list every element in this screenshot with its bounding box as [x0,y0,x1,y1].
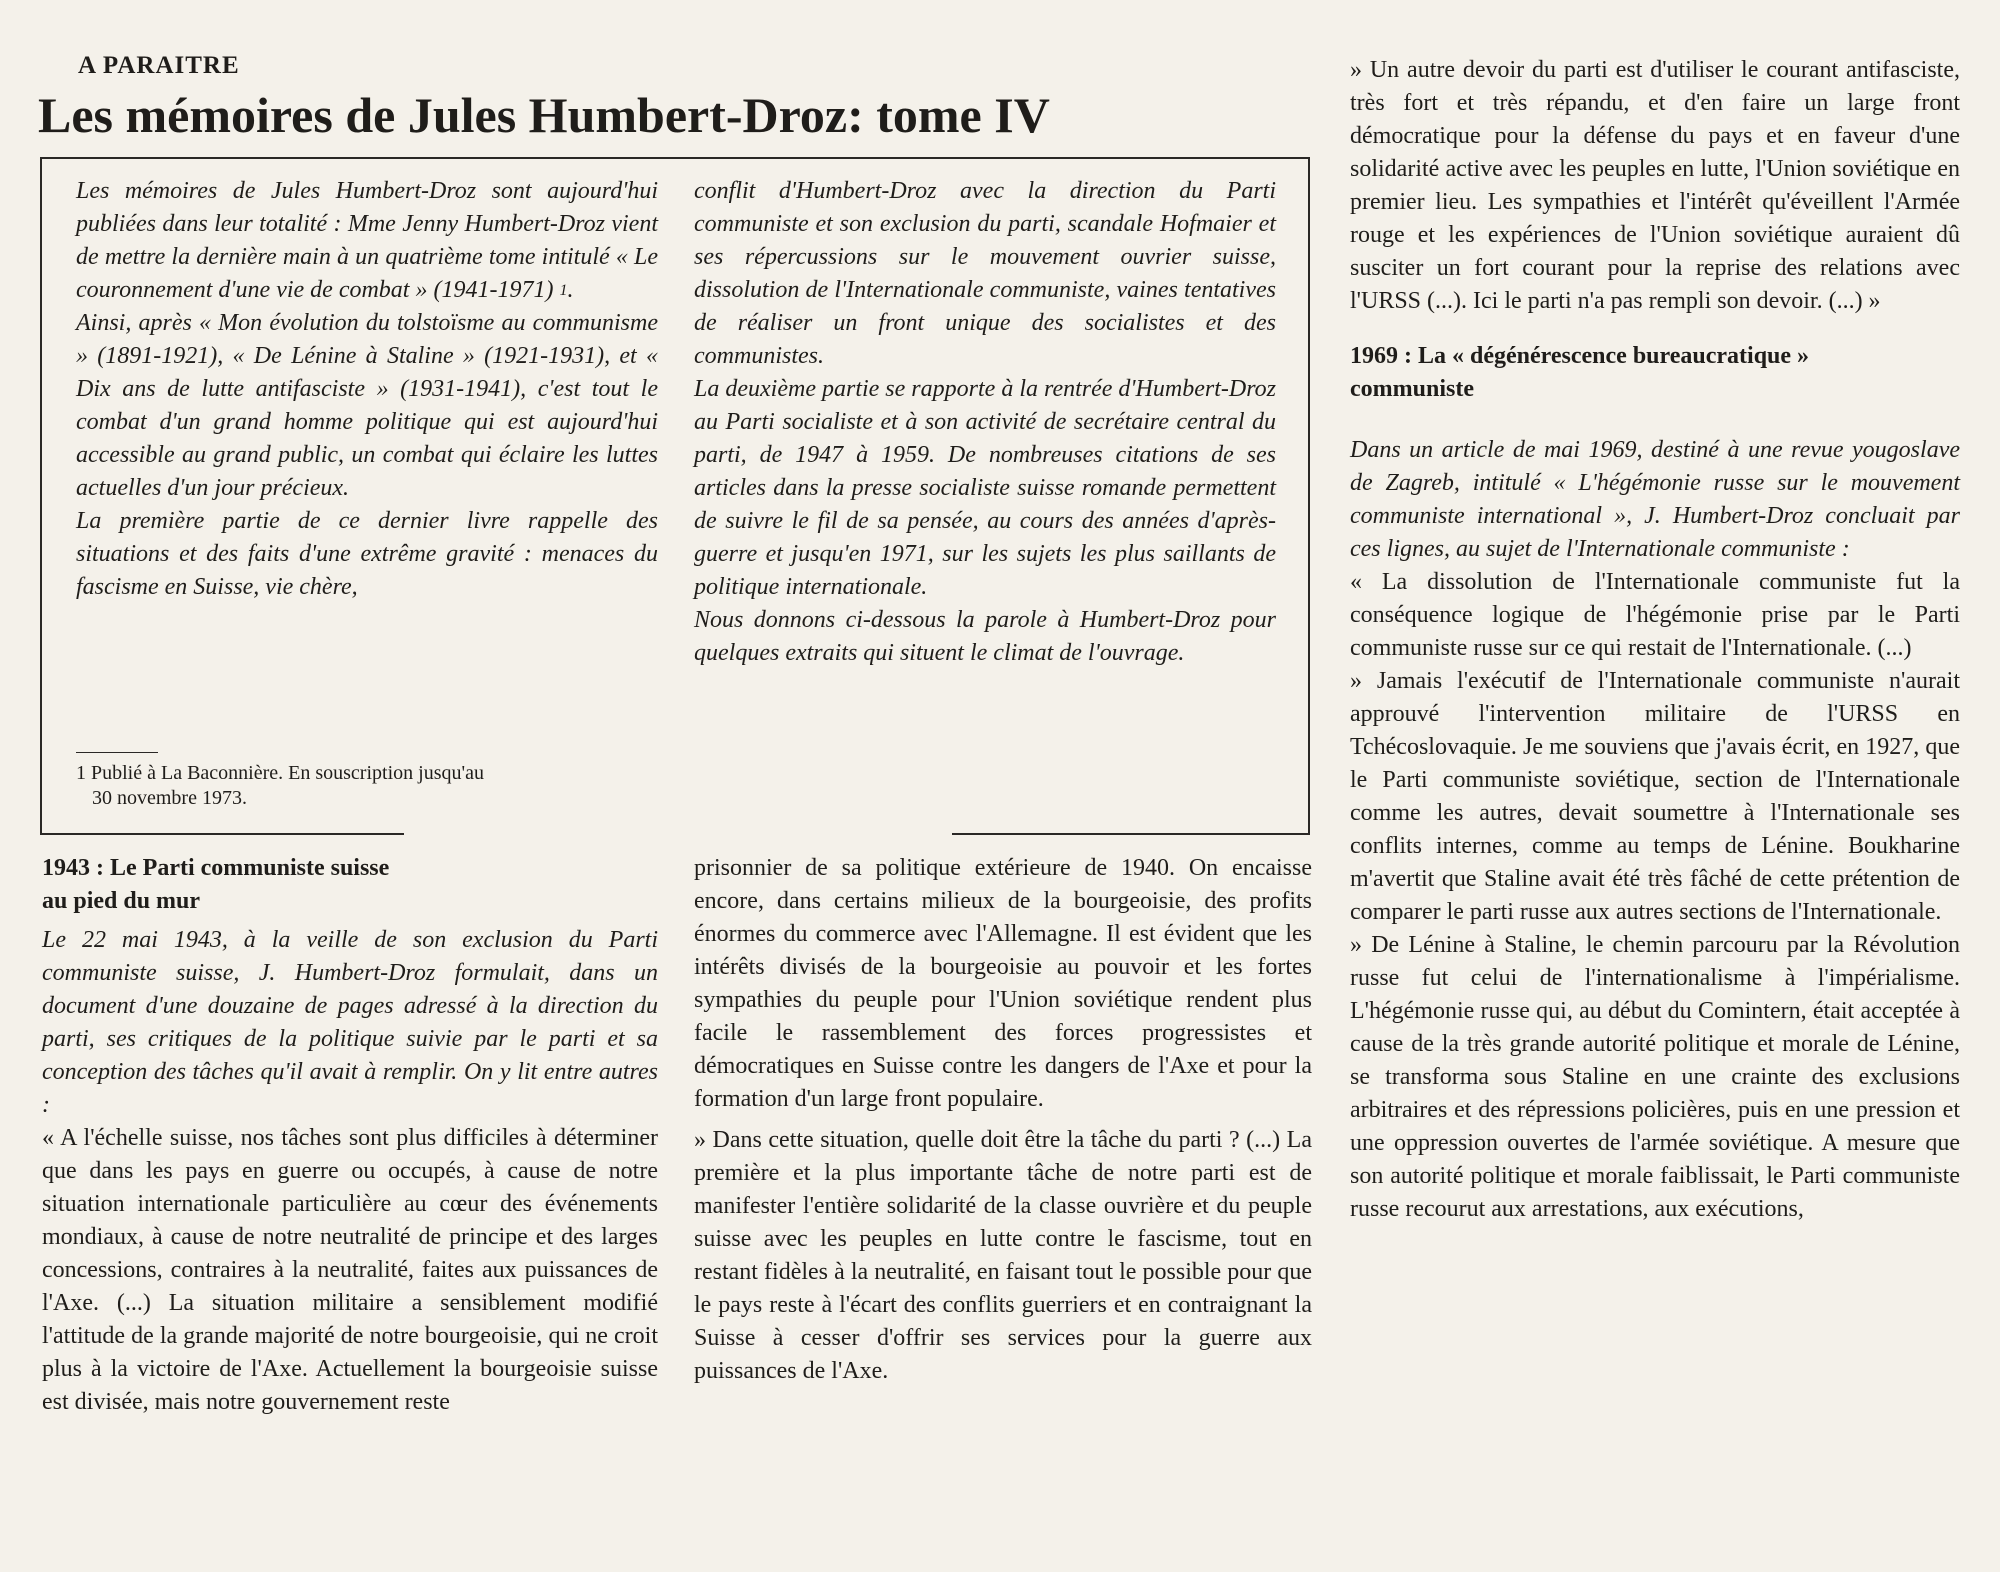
section-1943-left [42,852,658,1419]
quote-paragraph: » Dans cette situation, quelle doit être la tâche du parti ? (...) La première et la plus importante tâche de notre parti est de manifester l'entière solidarité de la classe ouvrière et du peuple suisse avec les peuples en lutte contre le fascisme, tout en restant fidèles à la neutralité, en faisant tout le possible pour que le pays reste à l'écart des conflits guerriers et en contraignant la Suisse à cesser d'offrir ses services pour la guerre aux puissances de l'Axe. [694,1127,1312,1384]
footnote-rule [76,752,158,753]
intro-paragraph: La première partie de ce dernier livre rappelle des situations et des faits d'une extrême gravité : menaces du fascisme en Suisse, vie chère, [76,508,658,600]
intro-column-right [694,175,1276,670]
footnote [76,761,636,811]
intro-paragraph: La deuxième partie se rapporte à la rentrée d'Humbert-Droz au Parti socialiste et à son activité de secrétaire central du parti, de 1947 à 1959. De nombreuses citations de ses articles dans la presse socialiste suisse romande permettent de suivre le fil de sa pensée, au cours des années d'après-guerre et jusqu'en 1971, sur les sujets les plus saillants de politique internationale. [694,376,1276,600]
section-title-1943: 1943 : Le Parti communiste suisse au pied du mur [42,855,390,914]
footnote-line: 30 novembre 1973. [92,787,247,809]
section-lead: Le 22 mai 1943, à la veille de son exclusion du Parti communiste suisse, J. Humbert-Droz formulait, dans un document d'une douzaine de pages adressé à la direction du parti, ses critiques de la politique suivie par le parti et sa conception des tâches qu'il avait à remplir. On y lit entre autres : [42,927,658,1118]
footnote-line: 1 Publié à La Baconnière. En souscription jusqu'au [76,762,484,784]
kicker: A PARAITRE [78,52,240,79]
section-lead: Dans un article de mai 1969, destiné à une revue yougoslave de Zagreb, intitulé « L'hégémonie russe sur le mouvement communiste international », J. Humbert-Droz concluait par ces lignes, au sujet de l'Internationale communiste : [1350,437,1960,562]
intro-paragraph: Ainsi, après « Mon évolution du tolstoïsme au communisme » (1891-1921), « De Lénine à Staline » (1921-1931), et « Dix ans de lutte antifasciste » (1931-1941), c'est tout le combat d'un grand homme politique qui est aujourd'hui accessible au grand public, un combat qui éclaire les luttes actuelles d'un jour précieux. [76,310,658,501]
quote-paragraph-cont: prisonnier de sa politique extérieure de 1940. On encaisse encore, dans certains milieux de la bourgeoisie, des profits énormes du commerce avec l'Allemagne. Il est évident que les intérêts divisés de la bourgeoisie au pouvoir et les fortes sympathies du peuple pour l'Union soviétique rendent plus facile le rassemblement des forces progressistes et démocratiques en Suisse contre les dangers de l'Axe et pour la formation d'un large front populaire. [694,855,1312,1112]
right-column [1350,54,1960,1226]
section-1943-middle [694,852,1312,1388]
intro-paragraph-cont: conflit d'Humbert-Droz avec la direction du Parti communiste et son exclusion du parti, scandale Hofmaier et ses répercussions sur le mouvement ouvrier suisse, dissolution de l'Internationale communiste, vaines tentatives de réaliser un front unique des socialistes et des communistes. [694,178,1276,369]
box-break [404,830,952,840]
intro-paragraph: Nous donnons ci-dessous la parole à Humbert-Droz pour quelques extraits qui situent le climat de l'ouvrage. [694,607,1276,666]
footnote-marker: 1 [559,282,568,299]
quote-paragraph: « A l'échelle suisse, nos tâches sont plus difficiles à déterminer que dans les pays en guerre ou occupés, à cause de notre situation internationale particulière au cœur des événements mondiaux, à cause de notre neutralité de principe et des larges concessions, contraires à la neutralité, faites aux puissances de l'Axe. (...) La situation militaire a sensiblement modifié l'attitude de la grande majorité de notre bourgeoisie, qui ne croit plus à la victoire de l'Axe. Actuellement la bourgeoisie suisse est divisée, mais notre gouvernement reste [42,1125,658,1415]
quote-paragraph: » Jamais l'exécutif de l'Internationale communiste n'aurait approuvé l'intervention militaire de l'URSS en Tchécoslovaquie. Je me souviens que j'avais écrit, en 1927, que le Parti communiste soviétique, section de l'Internationale comme les autres, devait soumettre à l'Internationale ses conflits internes, comme au temps de Lénine. Boukharine m'avertit que Staline avait été très fâché de cette prétention de comparer le parti russe aux autres sections de l'Internationale. [1350,668,1960,925]
quote-paragraph: » De Lénine à Staline, le chemin parcouru par la Révolution russe fut celui de l'internationalisme à l'impérialisme. L'hégémonie russe qui, au début du Comintern, était acceptée à cause de la très grande autorité politique et morale de Lénine, se transforma sous Staline en une crainte des exclusions arbitraires et des répressions policières, puis en une pression et une oppression ouvertes de l'armée soviétique. A mesure que son autorité politique et morale faiblissait, le Parti communiste russe recourut aux arrestations, aux exécutions, [1350,932,1960,1222]
intro-paragraph: Les mémoires de Jules Humbert-Droz sont aujourd'hui publiées dans leur totalité : Mme Jenny Humbert-Droz vient de mettre la dernière main à un quatrième tome intitulé « Le couronnement d'une vie de combat » (1941-1971) $^1$. [76,178,658,303]
section-title-1969: 1969 : La « dégénérescence bureaucratique » communiste [1350,343,1810,402]
quote-paragraph: » Un autre devoir du parti est d'utiliser le courant antifasciste, très fort et très répandu, et d'en faire un large front démocratique pour la défense du pays et en faveur d'une solidarité active avec les peuples en lutte, l'Union soviétique en premier lieu. Les sympathies et l'intérêt qu'éveillent l'Armée rouge et les expériences de l'Union soviétique auraient dû susciter un fort courant pour la reprise des relations avec l'URSS (...). Ici le parti n'a pas rempli son devoir. (...) » [1350,57,1960,314]
headline: Les mémoires de Jules Humbert-Droz: tome IV [38,87,1050,143]
quote-paragraph: « La dissolution de l'Internationale communiste fut la conséquence logique de l'hégémonie prise par le Parti communiste russe sur ce qui restait de l'Internationale. (...) [1350,569,1960,661]
intro-column-left [76,175,658,604]
